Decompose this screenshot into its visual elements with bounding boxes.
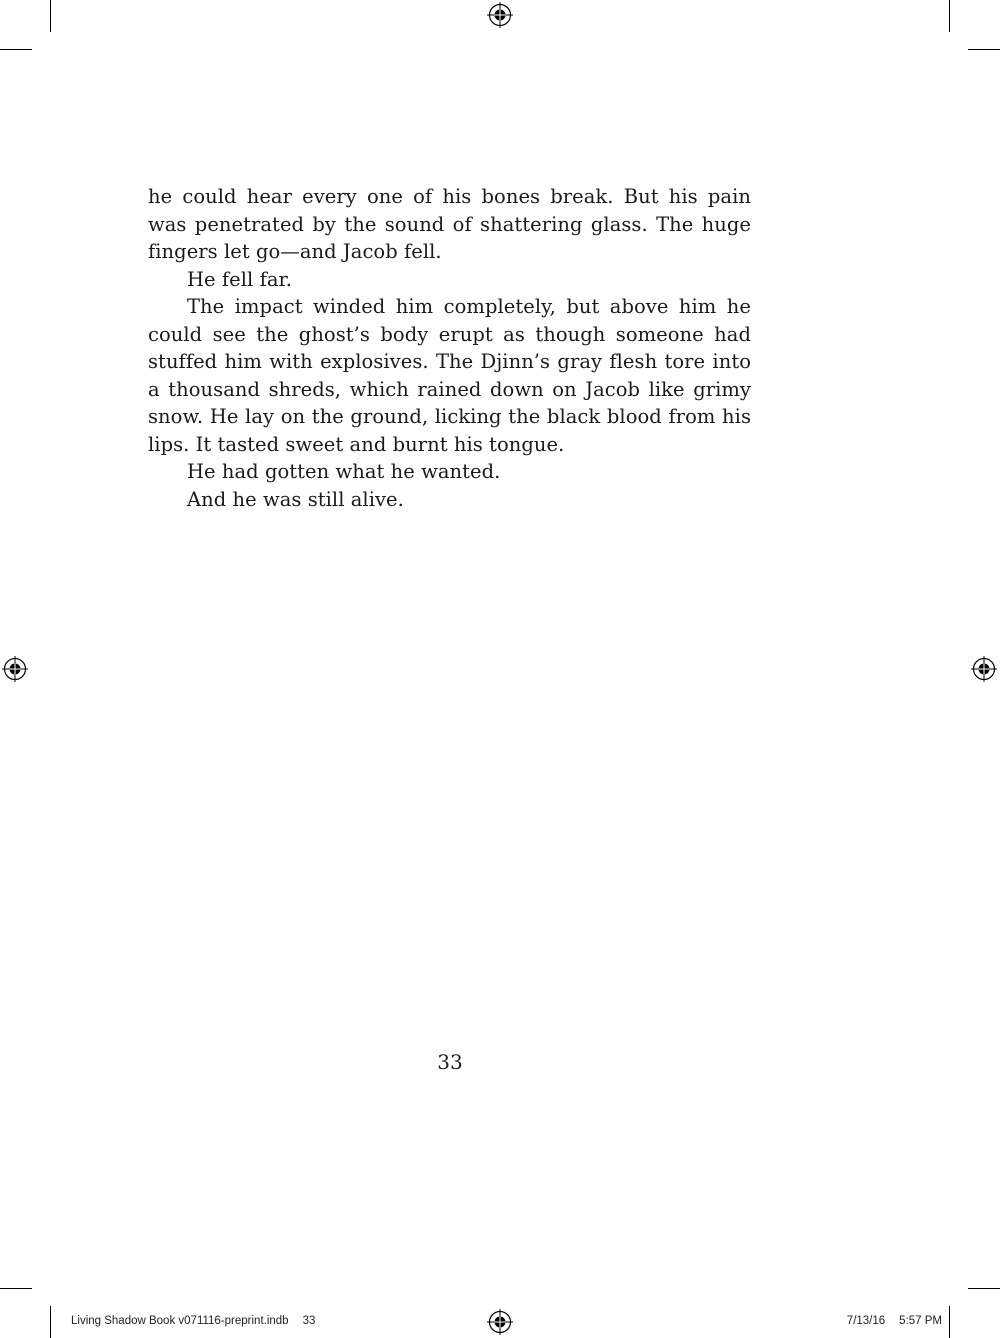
body-text bbox=[148, 183, 751, 513]
registration-mark-left-icon bbox=[2, 656, 28, 682]
slug-file-name: Living Shadow Book v071116-preprint.indb bbox=[71, 1315, 289, 1327]
paragraph: And he was still alive. bbox=[187, 487, 404, 511]
slug-time: 5:57 PM bbox=[899, 1315, 942, 1327]
paragraph: he could hear every one of his bones break. But his pain was penetrated by the sound of shattering glass. The huge fingers let go—and Jacob fell. bbox=[148, 185, 751, 263]
page-number: 33 bbox=[437, 1050, 463, 1074]
crop-mark-top-right bbox=[950, 0, 1000, 50]
registration-mark-right-icon bbox=[971, 656, 997, 682]
paragraph: He fell far. bbox=[187, 267, 292, 291]
paragraph: The impact winded him completely, but above him he could see the ghost’s body erupt as though someone had stuffed him with explosives. The Djinn’s gray flesh tore into a thousand shreds, which rained down on Jacob like grimy snow. He lay on the ground, licking the black blood from his lips. It tasted sweet and burnt his tongue. bbox=[148, 295, 751, 456]
slug-page-number: 33 bbox=[302, 1315, 316, 1327]
slug-date: 7/13/16 bbox=[846, 1315, 886, 1327]
crop-mark-bottom-left bbox=[0, 1289, 51, 1338]
registration-mark-top-icon bbox=[487, 2, 513, 28]
slug-file-info bbox=[71, 1315, 315, 1327]
slug-timestamp bbox=[847, 1315, 942, 1327]
crop-mark-bottom-right bbox=[950, 1289, 1000, 1338]
paragraph: He had gotten what he wanted. bbox=[187, 460, 501, 483]
registration-mark-bottom-icon bbox=[487, 1309, 513, 1335]
crop-mark-top-left bbox=[0, 0, 51, 50]
